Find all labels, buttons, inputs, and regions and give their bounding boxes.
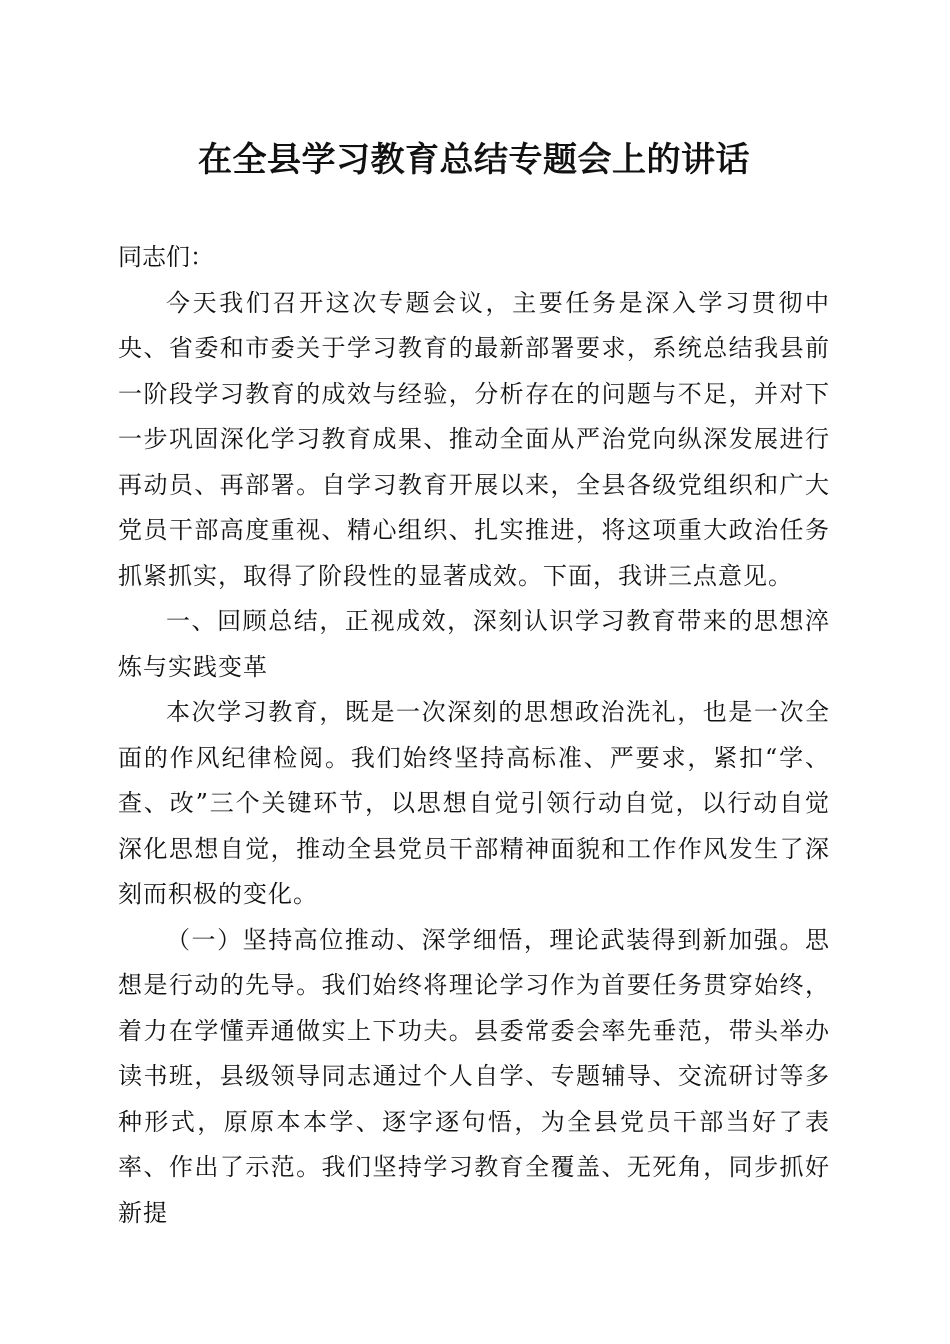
document-page (118, 132, 830, 1236)
subsection-1-paragraph (118, 918, 830, 1237)
subsection-1-lead: （一）坚持高位推动、深学细悟，理论武装得到新加强。 (166, 925, 805, 954)
document-title: 在全县学习教育总结专题会上的讲话 (198, 140, 750, 180)
section-1-paragraph: 本次学习教育，既是一次深刻的思想政治洗礼，也是一次全面的作风纪律检阅。我们始终坚持高标准、严要求，紧扣“学、查、改”三个关键环节，以思想自觉引领行动自觉，以行动自觉深化思想自觉，推动全县党员干部精神面貌和工作作风发生了深刻而积极的变化。 (118, 698, 830, 908)
subsection-1-body: 思想是行动的先导。我们始终将理论学习作为首要任务贯穿始终，着力在学懂弄通做实上下功夫。县委常委会率先垂范，带头举办读书班，县级领导同志通过个人自学、专题辅导、交流研讨等多种形式，原原本本学、逐字逐句悟，为全县党员干部当好了表率、作出了示范。我们坚持学习教育全覆盖、无死角，同步抓好新提 (118, 925, 830, 1227)
salutation: 同志们： (118, 243, 214, 271)
intro-paragraph: 今天我们召开这次专题会议，主要任务是深入学习贯彻中央、省委和市委关于学习教育的最新部署要求，系统总结我县前一阶段学习教育的成效与经验，分析存在的问题与不足，并对下一步巩固深化学习教育成果、推动全面从严治党向纵深发展进行再动员、再部署。自学习教育开展以来，全县各级党组织和广大党员干部高度重视、精心组织、扎实推进，将这项重大政治任务抓紧抓实，取得了阶段性的显著成效。下面，我讲三点意见。 (118, 288, 830, 590)
section-heading-1: 一、回顾总结，正视成效，深刻认识学习教育带来的思想淬炼与实践变革 (118, 607, 830, 681)
